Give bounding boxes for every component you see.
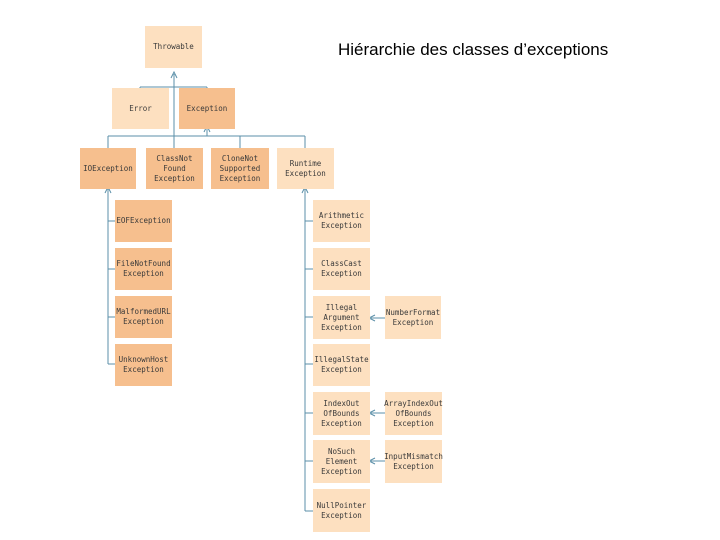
node-numberformat: NumberFormat Exception bbox=[385, 296, 441, 339]
node-nullpointer: NullPointer Exception bbox=[313, 489, 370, 532]
page-title: Hiérarchie des classes d’exceptions bbox=[338, 40, 609, 59]
node-unknownhost: UnknownHost Exception bbox=[115, 344, 172, 386]
node-classcast: ClassCast Exception bbox=[313, 248, 370, 290]
node-runtime: Runtime Exception bbox=[277, 148, 334, 189]
node-malformedurl: MalformedURL Exception bbox=[115, 296, 172, 338]
node-ioexception: IOException bbox=[80, 148, 136, 189]
node-throwable: Throwable bbox=[145, 26, 202, 68]
node-exception: Exception bbox=[179, 88, 235, 129]
node-clonenotsupported: CloneNot Supported Exception bbox=[211, 148, 269, 189]
node-nosuchelement: NoSuch Element Exception bbox=[313, 440, 370, 483]
node-error: Error bbox=[112, 88, 169, 129]
node-eofexception: EOFException bbox=[115, 200, 172, 242]
node-filenotfound: FileNotFound Exception bbox=[115, 248, 172, 290]
node-arrayindexoutofbounds: ArrayIndexOut OfBounds Exception bbox=[385, 392, 442, 435]
node-inputmismatch: InputMismatch Exception bbox=[385, 440, 442, 483]
node-classnotfound: ClassNot Found Exception bbox=[146, 148, 203, 189]
node-illegalargument: Illegal Argument Exception bbox=[313, 296, 370, 339]
node-arithmetic: Arithmetic Exception bbox=[313, 200, 370, 242]
node-illegalstate: IllegalState Exception bbox=[313, 344, 370, 386]
node-indexoutofbounds: IndexOut OfBounds Exception bbox=[313, 392, 370, 435]
